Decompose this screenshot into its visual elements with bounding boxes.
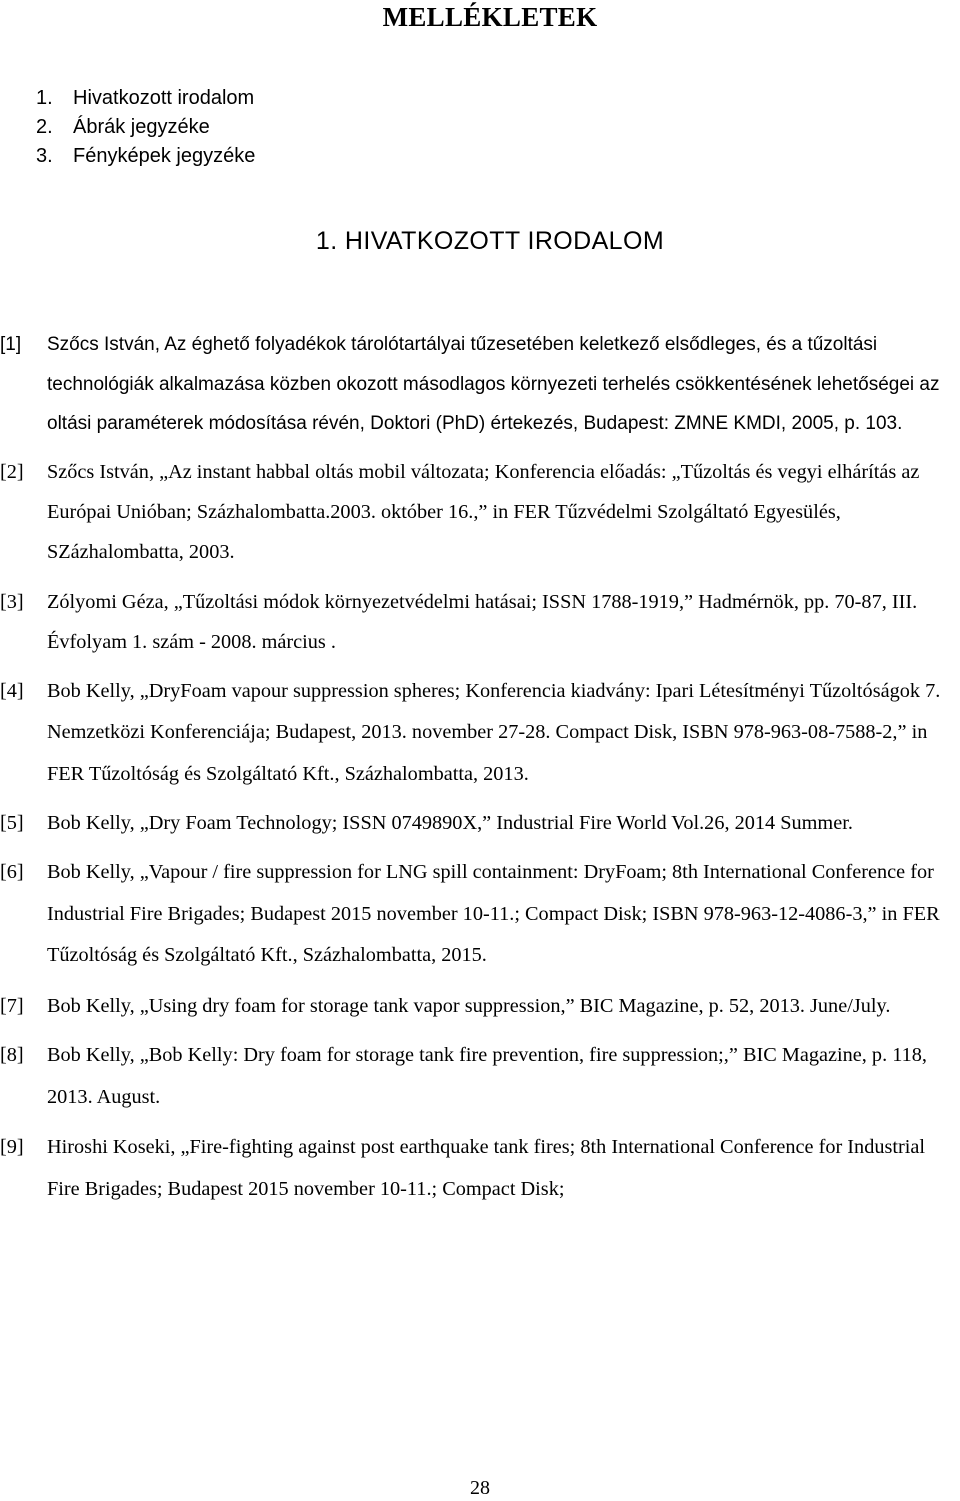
reference-text: Szőcs István, Az éghető folyadékok tárolótartályai tűzesetében keletkező elsődleges, és a tűzoltási technológiák alkalmazása közben okozott másodlagos környezeti terhelés csökkentésének lehetőségei az oltási paraméterek módosítása révén, Doktori (PhD) értekezés, Budapest: ZMNE KMDI, 2005, p. 103. (47, 334, 940, 434)
page-number: 28 (470, 1477, 490, 1499)
page-title: MELLÉKLETEK (382, 2, 598, 32)
reference-marker: [3] (0, 590, 24, 613)
reference-marker: [6] (0, 861, 24, 883)
reference-marker: [5] (0, 812, 24, 834)
reference-item (0, 325, 960, 444)
reference-text: Bob Kelly, „Bob Kelly: Dry foam for storage tank fire prevention, fire suppression;,” BIC Magazine, p. 118, 2013. August. (47, 1044, 927, 1108)
reference-text: Bob Kelly, „DryFoam vapour suppression spheres; Konferencia kiadvány: Ipari Létesítményi Tűzoltóságok 7. Nemzetközi Konferenciája; Budapest, 2013. november 27-28. Compact Disk, ISBN 978-963-08-7588-2,” in FER Tűzoltóság és Szolgáltató Kft., Százhalombatta, 2013. (47, 679, 941, 785)
toc-item (36, 142, 255, 171)
toc-item-number: 3. (36, 145, 53, 167)
toc-item-label: Fényképek jegyzéke (73, 145, 256, 167)
reference-text: Bob Kelly, „Vapour / fire suppression for LNG spill containment: DryFoam; 8th International Conference for Industrial Fire Brigades; Budapest 2015 november 10-11.; Compact Disk; ISBN 978-963-12-4086-3,” in FER Tűzoltóság és Szolgáltató Kft., Százhalombatta, 2015. (47, 861, 940, 966)
toc-item (36, 113, 255, 142)
reference-item (0, 1127, 960, 1210)
reference-text: Hiroshi Koseki, „Fire-fighting against post earthquake tank fires; 8th International Conference for Industrial Fire Brigades; Budapest 2015 november 10-11.; Compact Disk; (47, 1136, 926, 1200)
toc-item-label: Ábrák jegyzéke (73, 116, 210, 138)
reference-marker: [1] (0, 334, 22, 355)
toc-item-number: 2. (36, 116, 53, 138)
reference-list (0, 325, 960, 1210)
reference-item (0, 582, 960, 662)
reference-text: Bob Kelly, „Using dry foam for storage tank vapor suppression,” BIC Magazine, p. 52, 2013. June/July. (47, 994, 891, 1017)
reference-marker: [4] (0, 679, 24, 702)
toc-item-number: 1. (36, 87, 53, 109)
reference-item (0, 452, 960, 572)
reference-item (0, 1035, 960, 1118)
reference-item (0, 671, 960, 796)
reference-marker: [9] (0, 1136, 24, 1158)
reference-marker: [2] (0, 460, 24, 483)
reference-text: Szőcs István, „Az instant habbal oltás mobil változata; Konferencia előadás: „Tűzoltás és vegyi elhárítás az Európai Unióban; Százhalombatta.2003. október 16.,” in FER Tűzvédelmi Szolgáltató Egyesülés, SZázhalombatta, 2003. (47, 460, 920, 563)
toc-item-label: Hivatkozott irodalom (73, 87, 255, 109)
table-of-contents (36, 84, 255, 171)
reference-marker: [8] (0, 1044, 24, 1066)
reference-marker: [7] (0, 994, 24, 1017)
reference-item (0, 852, 960, 977)
reference-item (0, 986, 960, 1028)
reference-text: Bob Kelly, „Dry Foam Technology; ISSN 0749890X,” Industrial Fire World Vol.26, 2014 Summer. (47, 812, 853, 834)
toc-item (36, 84, 255, 113)
reference-item (0, 803, 960, 843)
reference-text: Zólyomi Géza, „Tűzoltási módok környezetvédelmi hatásai; ISSN 1788-1919,” Hadmérnök, pp. 70-87, III. Évfolyam 1. szám - 2008. március . (47, 590, 918, 653)
section-heading: 1. HIVATKOZOTT IRODALOM (315, 227, 665, 255)
